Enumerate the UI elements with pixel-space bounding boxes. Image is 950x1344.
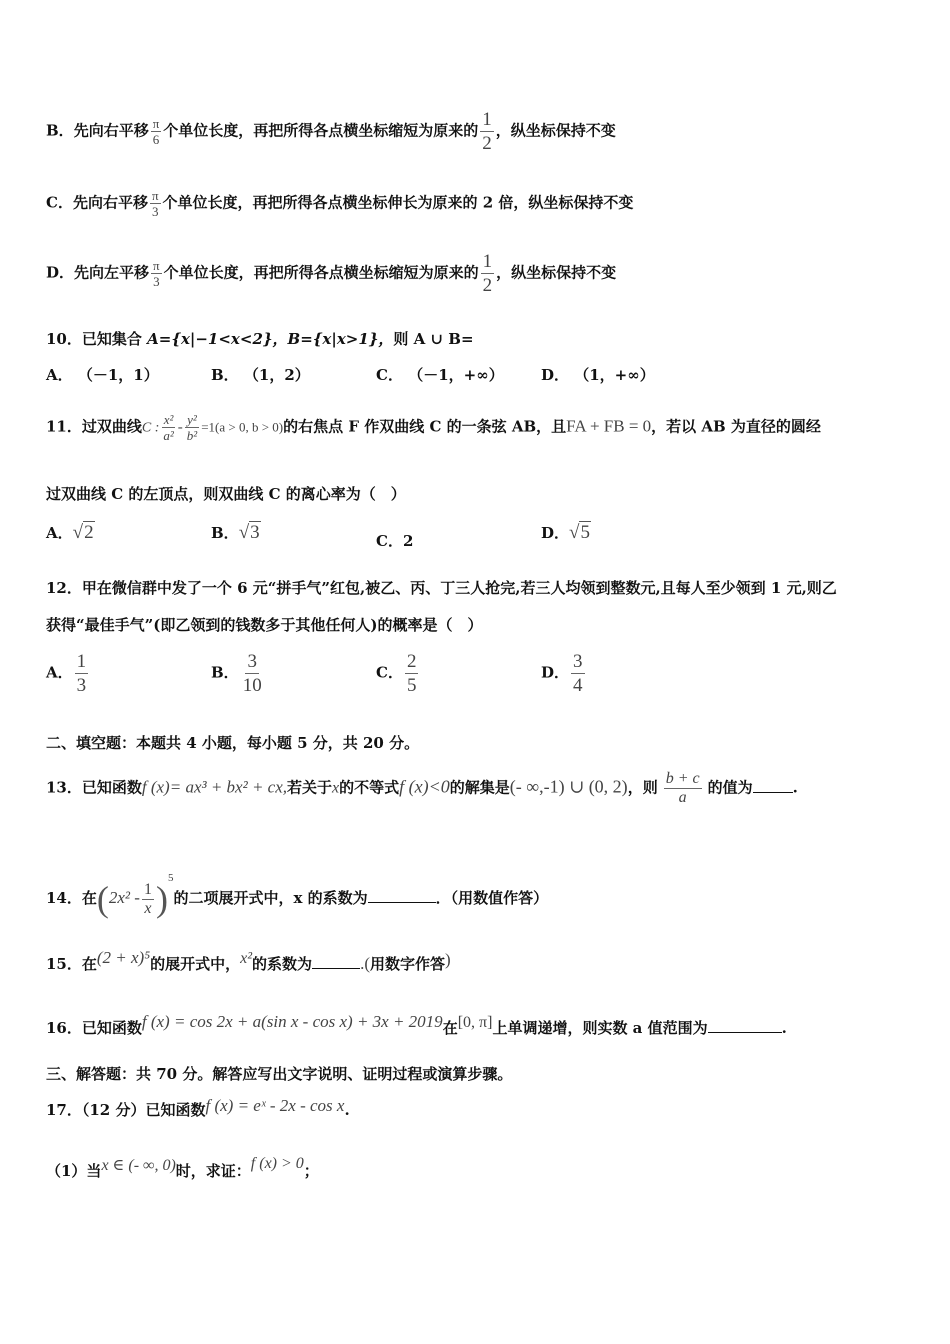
q12-option-a: A． $\frac{1}{3}$ <box>46 651 87 696</box>
q11-option-b: B．√3 <box>211 522 260 543</box>
q15-stem: 15．在(2 + x)⁵的展开式中，x²的系数为 .(用数字作答) <box>46 948 451 973</box>
q12-option-d: D． $\frac{3}{4}$ <box>541 651 583 696</box>
q13-stem: 13．已知函数f (x)= ax³ + bx² + cx,若关于x的不等式f (x)<0的解集是(- ∞,-1) ∪ (0, 2)，则 $\frac{b + c}{a}$ 的值为 . <box>46 770 798 806</box>
y-squared-over-b-squared: $\frac{\text{y²}}{\text{b²}}$ <box>186 412 198 443</box>
q9-option-d: D．先向左平移 $\frac{\pi}{3}$ 个单位长度，再把所得各点横坐标缩短为原来的 $\frac{1}{2}$ ，纵坐标保持不变 <box>46 251 617 296</box>
pi-over-6-fraction: $\frac{\pi}{6}$ <box>152 116 160 147</box>
fraction-3-10: $\frac{3}{10}$ <box>242 651 262 696</box>
q10-stem: 10．已知集合 A={x|−1<x<2}，B={x|x>1}，则 A ∪ B= <box>46 330 474 348</box>
one-half-fraction: $\frac{1}{2}$ <box>482 251 493 296</box>
pi-over-3-fraction: $\frac{\pi}{3}$ <box>153 258 160 289</box>
q13-answer-blank[interactable] <box>753 792 793 793</box>
q14-stem: 14．在(2x² - $\frac{1}{x}$ )$^5$的二项展开式中，x 的系数为 ．（用数值作答） <box>46 872 549 919</box>
q16-answer-blank[interactable] <box>708 1032 782 1033</box>
q11-option-c: C．2 <box>376 532 414 550</box>
q11-option-a: A．√2 <box>46 522 94 543</box>
q14-answer-blank[interactable] <box>368 902 436 903</box>
q16-stem: 16．已知函数f (x) = cos 2x + a(sin x - cos x) + 3x + 2019在[0, π]上单调递增，则实数 a 值范围为 . <box>46 1012 787 1037</box>
q17-part1: （1）当x ∈ (- ∞, 0)时，求证：f (x) > 0； <box>46 1155 319 1180</box>
q12-stem-line1: 12．甲在微信群中发了一个 6 元“拼手气”红包,被乙、丙、丁三人抢完,若三人均领到整数元,且每人至少领到 1 元,则乙 <box>46 579 837 597</box>
x-squared-over-a-squared: $\frac{\text{x²}}{\text{a²}}$ <box>163 412 174 443</box>
sqrt-5: √5 <box>569 522 590 543</box>
sqrt-2: √2 <box>72 522 94 543</box>
fraction-2-5: $\frac{2}{5}$ <box>406 651 417 696</box>
q12-option-b: B． $\frac{3}{10}$ <box>211 651 262 696</box>
q10-option-c: C． （－1，+∞） <box>376 366 504 384</box>
q9-option-b: B．先向右平移 $\frac{\pi}{6}$ 个单位长度，再把所得各点横坐标缩短为原来的 $\frac{1}{2}$ ，纵坐标保持不变 <box>46 109 616 154</box>
section-fill-in-blank-heading: 二、填空题：本题共 4 小题，每小题 5 分，共 20 分。 <box>46 734 420 752</box>
b-plus-c-over-a-fraction: $\frac{b + c}{a}$ <box>665 770 700 806</box>
pi-over-3-fraction: $\frac{\pi}{3}$ <box>151 188 159 219</box>
q12-option-c: C． $\frac{2}{5}$ <box>376 651 417 696</box>
fraction-1-3: $\frac{1}{3}$ <box>76 651 87 696</box>
q9-option-c: C．先向右平移 $\frac{\pi}{3}$ 个单位长度，再把所得各点横坐标伸长为原来的 2 倍，纵坐标保持不变 <box>46 188 634 219</box>
q17-stem: 17．（12 分）已知函数f (x) = eˣ - 2x - cos x. <box>46 1096 350 1119</box>
sqrt-3: √3 <box>238 522 260 543</box>
one-half-fraction: $\frac{1}{2}$ <box>482 109 492 154</box>
q12-stem-line2: 获得“最佳手气”(即乙领到的钱数多于其他任何人)的概率是（ ） <box>46 616 483 634</box>
q10-option-d: D． （1，+∞） <box>541 366 655 384</box>
q11-option-d: D．√5 <box>541 522 590 543</box>
q10-option-a: A． （－1，1） <box>46 366 159 384</box>
q11-stem: 11．过双曲线C : $\frac{\text{x²}}{\text{a²}}$ - $\frac{\text{y²}}{\text{b²}}$ =1(a > 0, b > 0)的右焦点 F 作双曲线 C 的一条弦 AB，且FA + FB = 0，若以 AB 为直径的圆经 <box>46 412 821 443</box>
fraction-3-4: $\frac{3}{4}$ <box>573 651 583 696</box>
one-over-x-fraction: $\frac{1}{x}$ <box>143 880 152 917</box>
q10-option-b: B． （1，2） <box>211 366 310 384</box>
section-solution-heading: 三、解答题：共 70 分。解答应写出文字说明、证明过程或演算步骤。 <box>46 1065 513 1083</box>
q15-answer-blank[interactable] <box>312 968 360 969</box>
q11-stem-line2: 过双曲线 C 的左顶点，则双曲线 C 的离心率为（ ） <box>46 485 406 503</box>
